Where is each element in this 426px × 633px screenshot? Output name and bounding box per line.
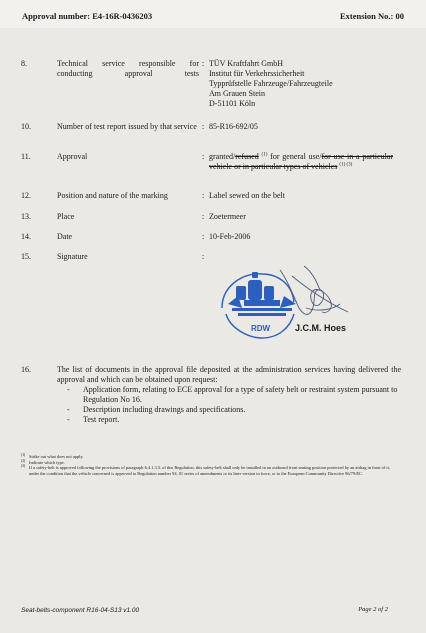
approval-number: Approval number: E4-16R-0436203 [22,11,153,21]
footnote-mark: (2) [21,458,26,463]
item-label: Approval [57,152,88,161]
value-line: D-51101 Köln [209,99,256,108]
particular-use-struck: for use in a particular vehicle or in particular types of vehicles [209,152,393,171]
footnote [21,465,401,476]
item-value: Zoetermeer [209,212,246,221]
stamp-label: RDW [251,324,271,333]
rdw-stamp-icon [208,262,388,352]
approval-value [209,152,393,172]
value-line: Am Grauen Stein [209,89,265,98]
document-list [67,385,401,425]
item-value [209,59,399,109]
value-line: Institut für Verkehrssicherheit [209,69,305,78]
item-label: Technical service responsible for conducting approval tests [57,59,199,78]
item-number: 13. [21,212,31,221]
item-number: 16. [21,365,31,374]
footnote-text: Indicate which type. [29,459,65,465]
item-label: Date [57,232,73,241]
list-item-text: Description including drawings and specifications. [83,405,246,414]
item-label: Position and nature of the marking [57,191,168,200]
list-item-text: Application form, relating to ECE approval for a type of safety belt or restraint system pursuant to Regulation No 16. [83,385,398,404]
colon: : [202,212,205,221]
item-label: Signature [57,252,88,261]
colon: : [202,152,205,161]
item-number: 15. [21,252,31,261]
footnotes [21,454,401,476]
list-item-text: Test report. [83,415,120,424]
footnote-text: If a safety-belt is approved following the provisions of paragraph 6.4.1.3.3. of this Regulation, this safety-belt shall only be installed in an outboard front seating position protected by an airbag in front of it, under the condition that the vehicle concerned is approved to Regulation number 94, 01 series of amendments or its later version in force, or to the European Community Directive 96/79/EC. [29,465,390,476]
footnote-mark: (3) [21,464,26,469]
colon: : [202,59,205,68]
value-line: Typprüfstelle Fahrzeuge/Fahrzeugteile [209,79,333,88]
value-line: TÜV Kraftfahrt GmbH [209,59,284,68]
item-number: 8. [21,59,27,68]
item-value: 85-R16-692/05 [209,122,258,131]
footnote-mark: (1) [21,453,26,457]
extension-number: Extension No.: 00 [340,11,404,21]
footnote-text: Strike out what does not apply. [29,454,84,459]
list-item: - Application form, relating to ECE approval for a type of safety belt or restraint system pursuant to Regulation No 16. [67,385,398,404]
item-number: 14. [21,232,31,241]
footnote-ref: (1) (3) [339,162,353,168]
list-item: - Description including drawings and specifications. [67,405,246,414]
footer-document-id: Seat-belts-component R16-04-S13 v1.00 [21,607,140,614]
signer-name: J.C.M. Hoes [295,323,347,333]
colon: : [202,122,205,131]
page-number: Page 2 of 2 [358,606,388,613]
item-value: 10-Feb-2006 [209,232,251,241]
colon: : [202,191,205,200]
header-bar [0,0,426,28]
item-value: Label sewed on the belt [209,191,285,200]
refused-struck: refused [235,152,259,161]
official-stamp [208,262,388,352]
granted-text: granted/ [209,152,236,161]
footnote-ref: (1) [261,152,268,158]
colon: : [202,252,205,261]
item-16-text: The list of documents in the approval file deposited at the administration services having delivered the approval and which can be obtained upon request: [57,365,401,384]
list-item: - Test report. [67,415,120,424]
colon: : [202,232,205,241]
item-label: Place [57,212,75,221]
item-number: 12. [21,191,31,200]
item-label: Number of test report issued by that service [57,122,197,131]
general-use-text: for general use/ [267,152,322,161]
item-number: 10. [21,122,31,131]
item-number: 11. [21,152,31,161]
